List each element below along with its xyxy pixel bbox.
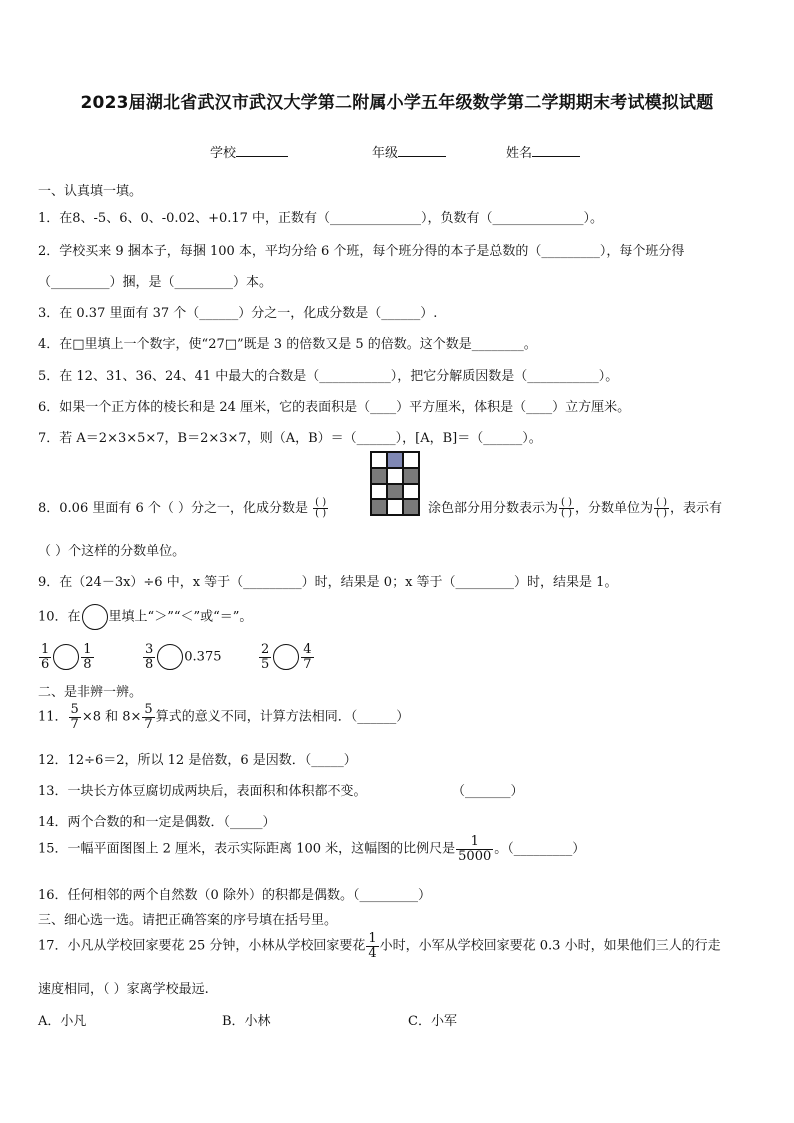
grid-cell bbox=[403, 484, 419, 500]
question-5: 5．在 12、31、36、24、41 中最大的合数是（___________），把它分解质因数是（___________）。 bbox=[38, 369, 619, 384]
question-7: 7．若 A＝2×3×5×7，B＝2×3×7，则（A，B）＝（______），[A，B]＝（______）。 bbox=[38, 431, 542, 446]
question-2-line-1: 2．学校买来 9 捆本子，每捆 100 本，平均分给 6 个班，每个班分得的本子是总数的（_________），每个班分得 bbox=[38, 244, 685, 259]
section-2-heading: 二、是非辨一辨。 bbox=[38, 685, 143, 700]
question-10-text-a: 10．在 bbox=[38, 609, 81, 625]
question-8-line-2: （ ）个这样的分数单位。 bbox=[38, 544, 186, 559]
shaded-grid-figure bbox=[370, 451, 420, 516]
compare-circle-2[interactable] bbox=[157, 644, 183, 670]
grid-cell bbox=[387, 468, 403, 484]
question-8-text-c: ，分数单位为 bbox=[575, 501, 654, 516]
grid-cell bbox=[371, 468, 387, 484]
grid-cell bbox=[371, 499, 387, 515]
compare-circle-3[interactable] bbox=[273, 644, 299, 670]
blank-fraction-2[interactable]: $\frac{( )}{( )}$ bbox=[561, 496, 572, 519]
option-c[interactable]: C．小军 bbox=[408, 1014, 457, 1029]
question-13: 13．一块长方体豆腐切成两块后，表面积和体积都不变。 bbox=[38, 784, 367, 799]
fraction-right-3: $\frac{4}{7}$ bbox=[303, 642, 312, 672]
question-15-text-b: 。（_________） bbox=[494, 841, 586, 857]
question-14: 14．两个合数的和一定是偶数．（_____） bbox=[38, 815, 276, 830]
section-3-heading: 三、细心选一选。请把正确答案的序号填在括号里。 bbox=[38, 913, 338, 928]
question-8-text-b: 涂色部分用分数表示为 bbox=[428, 501, 559, 516]
grid-cell bbox=[403, 452, 419, 468]
compare-item-2 bbox=[142, 643, 222, 671]
school-blank[interactable] bbox=[236, 144, 288, 157]
fraction-q15: $\frac{1}{5000}$ bbox=[458, 834, 492, 864]
page-title: 2023届湖北省武汉市武汉大学第二附属小学五年级数学第二学期期末考试模拟试题 bbox=[80, 93, 714, 113]
grade-blank[interactable] bbox=[398, 144, 446, 157]
question-16: 16．任何相邻的两个自然数（0 除外）的积都是偶数。（_________） bbox=[38, 888, 431, 903]
question-8-part-2 bbox=[428, 497, 722, 520]
question-17-text-a: 17．小凡从学校回家要花 25 分钟，小林从学校回家要花 bbox=[38, 938, 366, 954]
grade-field[interactable] bbox=[372, 142, 446, 161]
question-4: 4．在□里填上一个数字，使“27□”既是 3 的倍数又是 5 的倍数。这个数是________。 bbox=[38, 337, 537, 352]
grade-label: 年级 bbox=[372, 146, 399, 161]
fraction-left-2: $\frac{3}{8}$ bbox=[145, 642, 154, 672]
compare-item-1 bbox=[38, 643, 95, 671]
grid-cell bbox=[403, 468, 419, 484]
question-10-text-b: 里填上“＞”“＜”或“＝”。 bbox=[108, 609, 253, 625]
question-17-line-2: 速度相同，（ ）家离学校最远. bbox=[38, 982, 209, 997]
fraction-left-1: $\frac{1}{6}$ bbox=[41, 642, 50, 672]
school-field[interactable] bbox=[210, 142, 288, 161]
blank-fraction-3[interactable]: $\frac{( )}{( )}$ bbox=[656, 496, 667, 519]
fraction-q11-2: $\frac{5}{7}$ bbox=[144, 702, 153, 732]
compare-circle-1[interactable] bbox=[53, 644, 79, 670]
question-9: 9．在（24－3x）÷6 中，x 等于（_________）时，结果是 0；x 等于（_________）时，结果是 1。 bbox=[38, 575, 618, 590]
question-11-number: 11． bbox=[38, 709, 68, 725]
question-2-line-2: （_________）捆，是（_________）本。 bbox=[38, 275, 273, 290]
name-field[interactable] bbox=[506, 142, 580, 161]
option-b[interactable]: B．小林 bbox=[222, 1014, 271, 1029]
question-11-text-c: 算式的意义不同，计算方法相同．（______） bbox=[155, 709, 410, 725]
compare-circle-icon bbox=[82, 604, 108, 630]
question-8-text-d: ，表示有 bbox=[670, 501, 723, 516]
fraction-right-1: $\frac{1}{8}$ bbox=[83, 642, 92, 672]
grid-cell bbox=[371, 484, 387, 500]
question-8-part-1 bbox=[38, 497, 329, 520]
question-17-text-b: 小时，小军从学校回家要花 0.3 小时，如果他们三人的行走 bbox=[379, 938, 721, 954]
grid-cell bbox=[387, 499, 403, 515]
fraction-left-3: $\frac{2}{5}$ bbox=[261, 642, 270, 672]
grid-cell bbox=[387, 484, 403, 500]
school-label: 学校 bbox=[210, 146, 237, 161]
question-17-line-1 bbox=[38, 932, 721, 960]
grid-cell bbox=[371, 452, 387, 468]
fraction-q17: $\frac{1}{4}$ bbox=[368, 931, 377, 961]
fraction-q11-1: $\frac{5}{7}$ bbox=[70, 702, 79, 732]
question-3: 3．在 0.37 里面有 37 个（______）分之一，化成分数是（______）. bbox=[38, 306, 438, 321]
question-15-text-a: 15．一幅平面图图上 2 厘米，表示实际距离 100 米，这幅图的比例尺是 bbox=[38, 841, 456, 857]
question-1: 1．在8、-5、6、0、-0.02、+0.17 中，正数有（______________），负数有（______________）。 bbox=[38, 211, 604, 226]
decimal-right-2: 0.375 bbox=[184, 649, 222, 665]
question-8-text-a: 8．0.06 里面有 6 个（ ）分之一，化成分数是 bbox=[38, 501, 309, 516]
name-label: 姓名 bbox=[506, 146, 533, 161]
grid-cell bbox=[403, 499, 419, 515]
question-11-text-b: ×8 和 8× bbox=[81, 709, 142, 725]
question-11 bbox=[38, 703, 409, 731]
question-12: 12．12÷6＝2，所以 12 是倍数，6 是因数．（_____） bbox=[38, 753, 357, 768]
question-15 bbox=[38, 835, 585, 863]
grid-cell bbox=[387, 452, 403, 468]
question-10 bbox=[38, 604, 252, 630]
name-blank[interactable] bbox=[532, 144, 580, 157]
question-6: 6．如果一个正方体的棱长和是 24 厘米，它的表面积是（____）平方厘米，体积是（____）立方厘米。 bbox=[38, 400, 631, 415]
compare-item-3 bbox=[258, 643, 315, 671]
section-1-heading: 一、认真填一填。 bbox=[38, 184, 143, 199]
blank-fraction-1[interactable]: $\frac{( )}{( )}$ bbox=[315, 496, 327, 519]
option-a[interactable]: A．小凡 bbox=[38, 1014, 87, 1029]
question-13-blank[interactable]: （_______） bbox=[452, 784, 524, 799]
